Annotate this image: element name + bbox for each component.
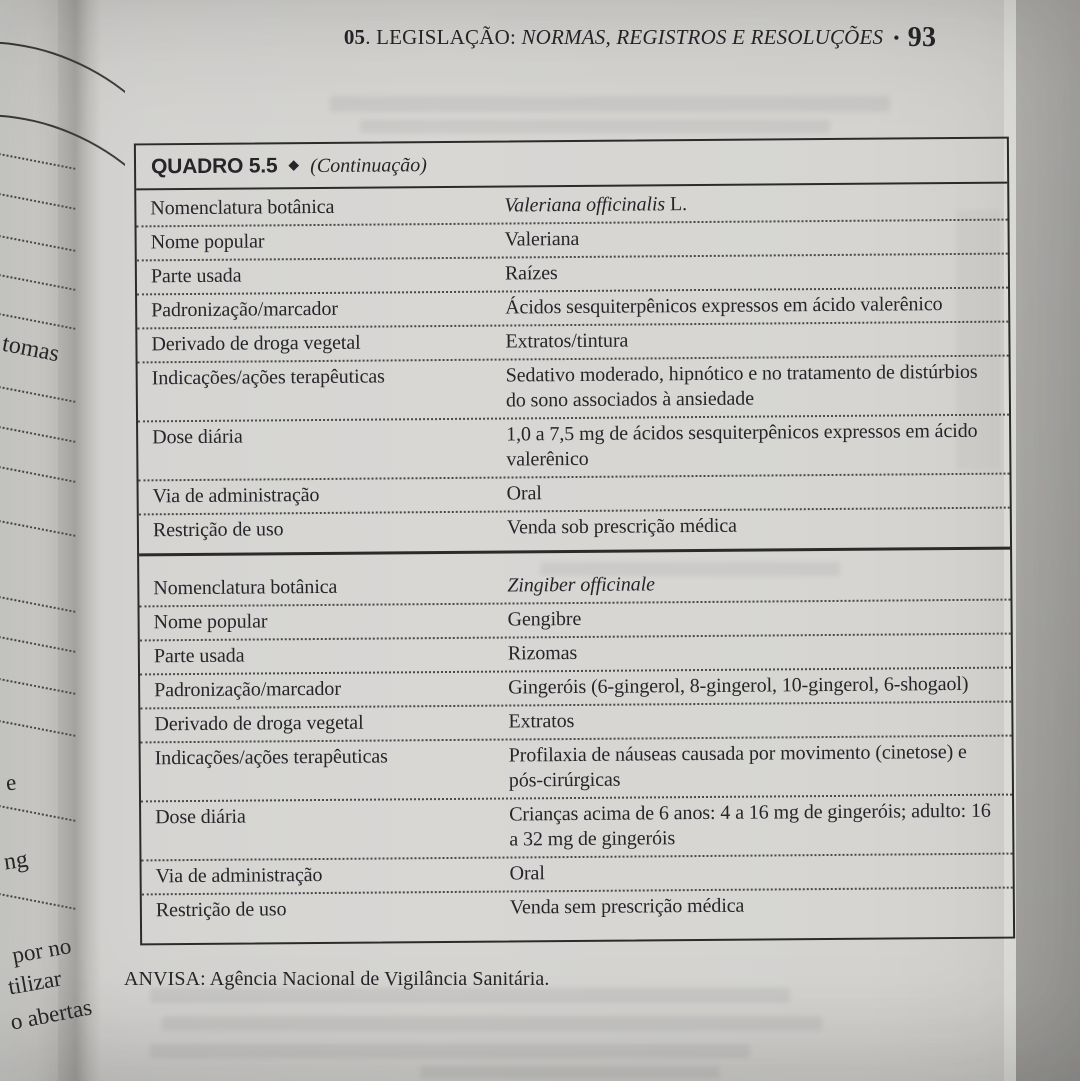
botanical-name-italic: Zingiber officinale: [507, 573, 655, 597]
table-title-row: [136, 139, 1007, 191]
row-label: Restrição de uso: [152, 518, 284, 542]
row-value: Extratos: [508, 710, 575, 733]
row-value: Rizomas: [507, 641, 578, 665]
row-label: Dose diária: [155, 805, 246, 829]
row-value: 1,0 a 7,5 mg de ácidos sesquiterpênicos expressos em ácido valerênico: [506, 419, 978, 471]
table-row: [142, 889, 1013, 928]
table-continuation-note: (Continuação): [310, 153, 427, 177]
row-label: Padronização/marcador: [154, 677, 341, 702]
row-value: Raízes: [504, 262, 558, 285]
page-curl-dotted-line: [0, 677, 75, 695]
table-footnote: ANVISA: Agência Nacional de Vigilância Sanitária.: [124, 968, 550, 990]
row-value: Oral: [509, 862, 545, 885]
table-title-label: QUADRO 5.5: [150, 154, 278, 179]
bleed-through-ghost: [420, 1066, 720, 1078]
row-value: Gingeróis (6-gingerol, 8-gingerol, 10-gingerol, 6-shogaol): [508, 672, 969, 699]
row-value: [505, 570, 996, 599]
row-value: Extratos/tintura: [505, 329, 629, 353]
row-label: Padronização/marcador: [151, 297, 338, 322]
row-value: Ácidos sesquiterpênicos expressos em ácido valerênico: [505, 293, 943, 319]
page-curl-dotted-line: [0, 635, 75, 653]
facing-page-text-fragment: tomas: [0, 330, 62, 368]
chapter-number: 05: [343, 25, 366, 49]
row-label: Via de administração: [152, 484, 320, 508]
row-label: Derivado de droga vegetal: [151, 331, 361, 356]
bleed-through-ghost: [162, 1016, 822, 1031]
page-curl-dotted-line: [0, 519, 75, 537]
facing-page-text-fragment: tilizar: [6, 965, 64, 1000]
header-bullet: •: [893, 28, 900, 48]
row-value: Oral: [506, 482, 542, 505]
row-value: Valeriana: [504, 227, 580, 251]
row-label: Restrição de uso: [155, 898, 287, 922]
row-value: Crianças acima de 6 anos: 4 a 16 mg de gingeróis; adulto: 16 a 32 mg de gingeróis: [509, 799, 991, 851]
facing-page-curl: [0, 0, 125, 1081]
chapter-separator: .: [365, 25, 377, 49]
page-curl-dotted-line: [0, 719, 75, 737]
row-label: Indicações/ações terapêuticas: [154, 745, 388, 770]
row-label: Dose diária: [152, 425, 243, 449]
page-number: 93: [907, 22, 937, 53]
row-label: Indicações/ações terapêuticas: [151, 365, 385, 390]
row-label: Nomenclatura botânica: [153, 575, 338, 600]
row-label: Via de administração: [155, 863, 323, 888]
facing-page-text-fragment: o abertas: [8, 994, 94, 1035]
row-value: Venda sob prescrição médica: [506, 514, 737, 539]
page-curl-dotted-line: [0, 804, 75, 822]
botanical-name-italic: Valeriana officinalis: [504, 193, 666, 217]
table-row: [139, 509, 1010, 548]
page-curl-dotted-line: [0, 892, 75, 910]
table-row: [141, 737, 1012, 803]
diamond-icon: ◆: [288, 158, 300, 174]
section-subtitle: NORMAS, REGISTROS E RESOLUÇÕES: [521, 25, 884, 49]
facing-page-text-fragment: ng: [2, 846, 30, 876]
row-label: Derivado de droga vegetal: [154, 711, 364, 736]
table-row: [141, 796, 1012, 862]
bleed-through-ghost: [150, 1044, 750, 1058]
table-row: [138, 416, 1009, 482]
bleed-through-ghost: [360, 120, 830, 133]
botanical-name-roman: L.: [664, 193, 688, 216]
row-value: Gengibre: [507, 607, 582, 631]
bleed-through-ghost: [330, 96, 890, 112]
table-block-valeriana: [136, 184, 1010, 554]
facing-page-text-fragment: por no: [10, 933, 74, 968]
running-head: [280, 22, 1000, 54]
quadro-5-5-table: [134, 137, 1015, 946]
table-row: [138, 357, 1009, 423]
row-label: Nome popular: [153, 610, 268, 634]
row-label: Nomenclatura botânica: [150, 195, 335, 220]
backdrop-right-band: [1016, 0, 1080, 1081]
row-label: Nome popular: [150, 230, 265, 254]
section-title: LEGISLAÇÃO:: [376, 25, 522, 49]
row-label: Parte usada: [153, 644, 245, 668]
row-value: Sedativo moderado, hipnótico e no tratamento de distúrbios do sono associados à ansiedade: [505, 360, 978, 412]
row-value: Venda sem prescrição médica: [509, 894, 745, 919]
table-block-gengibre: [139, 547, 1013, 944]
row-value: [502, 190, 993, 219]
facing-page-text-fragment: e: [4, 769, 18, 796]
page-curl-dotted-line: [0, 595, 75, 613]
row-value: Profilaxia de náuseas causada por movimento (cinetose) e pós-cirúrgicas: [508, 740, 967, 792]
row-label: Parte usada: [150, 264, 242, 288]
